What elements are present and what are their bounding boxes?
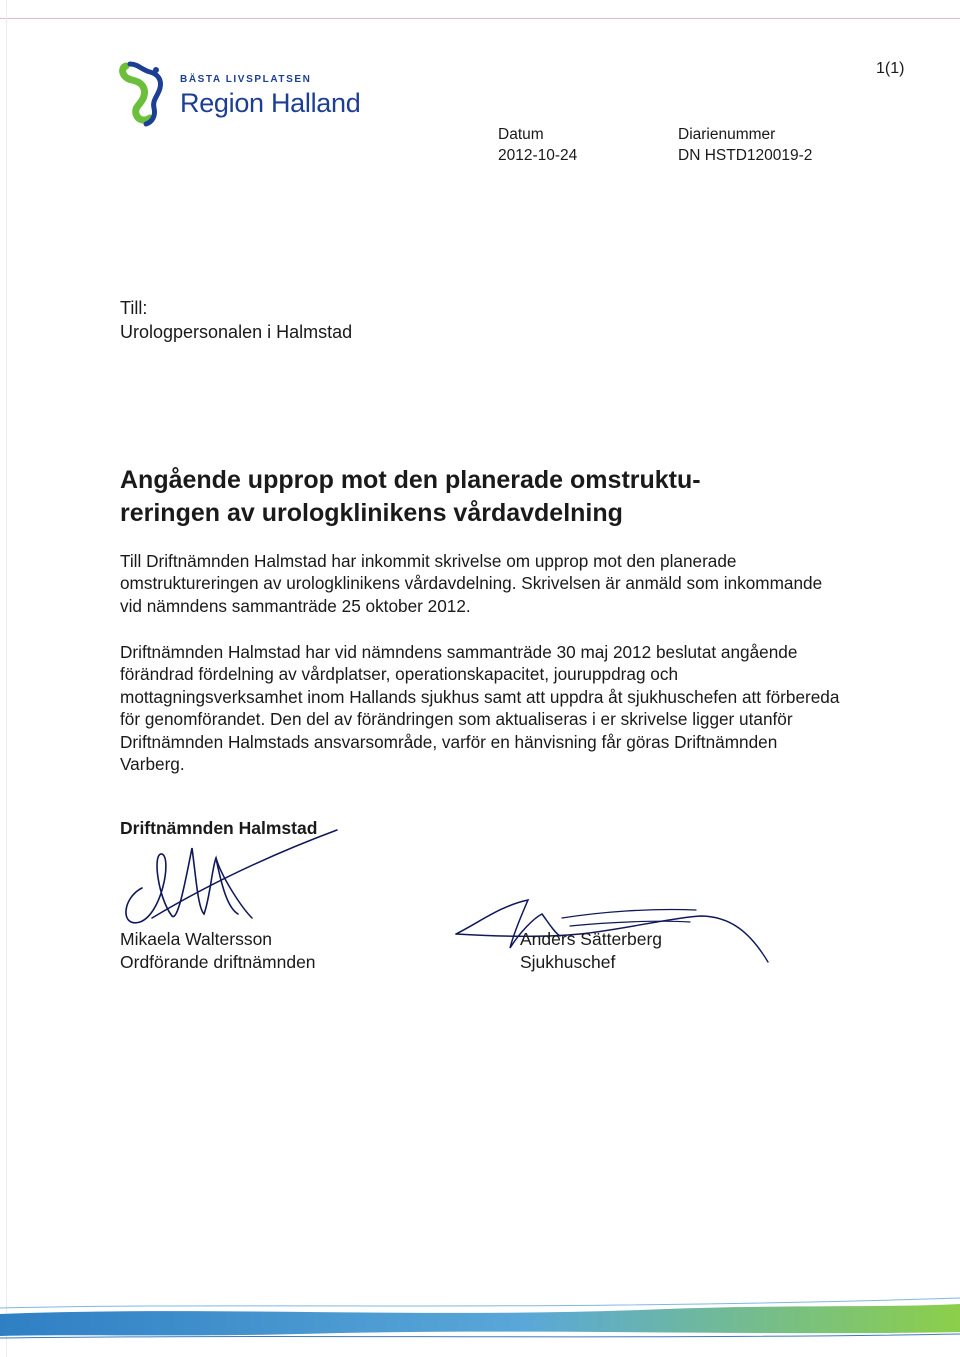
body-paragraph-1: Till Driftnämnden Halmstad har inkommit skrivelse om upprop mot den planerade omstruktureringen av urologklinikens vårdavdelning. Skrivelsen är anmäld som inkommande vid nämndens sammanträde 25 oktober 2012. <box>120 551 823 616</box>
letter-title-line-2: reringen av urologklinikens vårdavdelning <box>120 499 623 527</box>
signer-1 <box>120 928 316 974</box>
scan-edge-top <box>0 18 960 19</box>
diary-number-label: Diarienummer <box>678 126 776 143</box>
logo-tagline: BÄSTA LIVSPLATSEN <box>180 74 312 85</box>
recipient-name: Urologpersonalen i Halmstad <box>120 322 353 342</box>
letter-title-line-1: Angående upprop mot den planerade omstruktu- <box>120 466 701 494</box>
signer-2-title: Sjukhuschef <box>520 952 616 972</box>
scan-edge-left <box>6 0 7 1357</box>
signer-2-name: Anders Sätterberg <box>520 929 663 949</box>
signer-1-title: Ordförande driftnämnden <box>120 952 316 972</box>
footer-wave-band <box>0 1284 960 1344</box>
signer-1-name: Mikaela Waltersson <box>120 929 273 949</box>
page-number: 1(1) <box>876 60 905 77</box>
signing-organization: Driftnämnden Halmstad <box>120 818 318 838</box>
body-paragraph-2: Driftnämnden Halmstad har vid nämndens sammanträde 30 maj 2012 beslutat angående förändrad fördelning av vårdplatser, operationskapacitet, jouruppdrag och mottagningsverksamhet inom Hallands sjukhus samt att uppdra åt sjukhuschefen att förbereda för genomförandet. Den del av förändringen som aktualiseras i er skrivelse ligger utanför Driftnämnden Halmstads ansvarsområde, varför en hänvisning får göras Driftnämnden Varberg. <box>120 642 840 775</box>
date-label: Datum <box>498 126 544 143</box>
signer-2 <box>520 928 662 974</box>
logo-name: Region Halland <box>180 88 361 118</box>
diary-number-value: DN HSTD120019-2 <box>678 147 813 164</box>
date-value: 2012-10-24 <box>498 147 578 164</box>
recipient-label: Till: <box>120 298 148 318</box>
date-block <box>498 124 577 166</box>
halland-coast-icon <box>116 58 176 128</box>
diary-number-block <box>678 124 812 166</box>
letter-title <box>120 464 840 530</box>
region-halland-logo <box>116 58 386 128</box>
recipient-block <box>120 296 352 344</box>
